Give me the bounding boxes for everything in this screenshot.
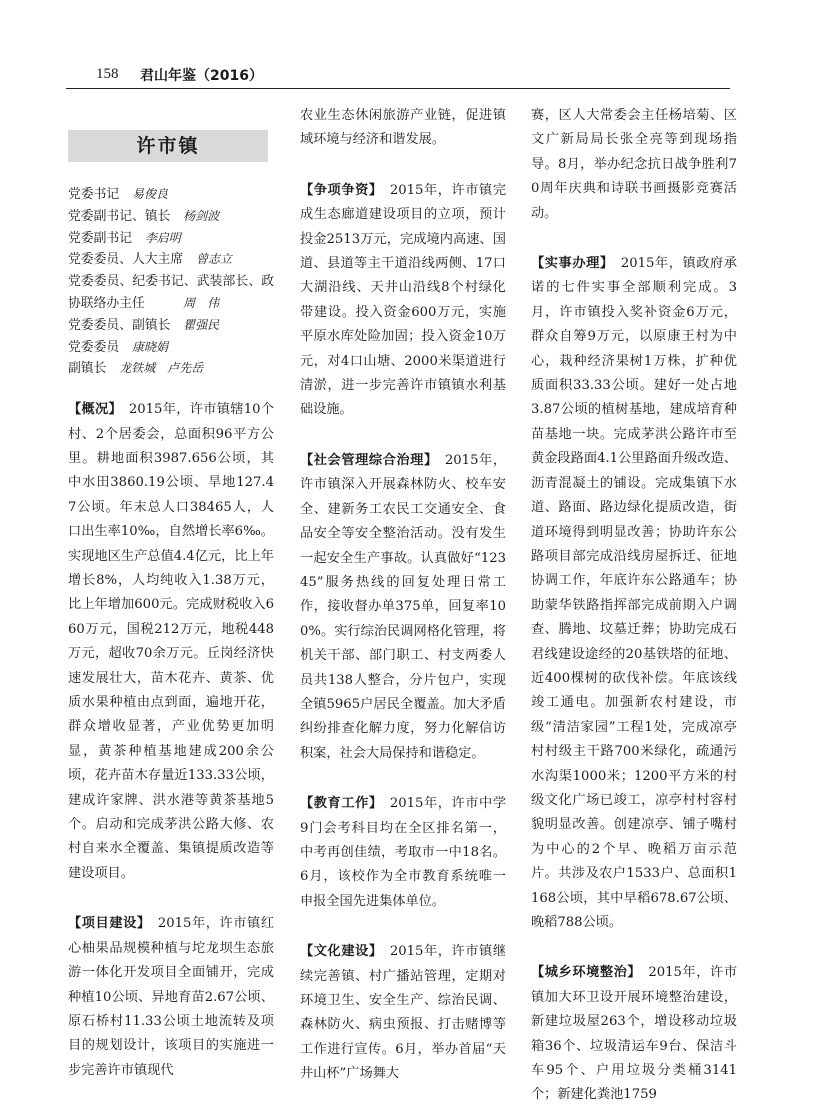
education-paragraph: 【教育工作】 2015年，许市中学9门会考科目均在全区排名第一，中考再创佳绩，考取市一中18名。6月，该校作为全市教育系统唯一申报全国先进集体单位。 <box>300 796 507 909</box>
compete-paragraph: 【争项争资】 2015年，许市镇完成生态廊道建设项目的立项，预计投金2513万元，完成境内高速、国道、县道等主干道沿线两侧、17口大湖沿线、天井山沿线8个村绿化带建设。投入资金600万元，实施平原水库处险加固；投入资金10万元，对4口山塘、2000米渠道进行清淤，进一步完善许市镇镇水利基础设施。 <box>300 182 507 418</box>
official-row: 党委委员、人大主席 曾志立 <box>68 252 232 268</box>
column-2 <box>300 104 506 1087</box>
projects-paragraph: 【项目建设】 2015年，许市镇红心柚果品规模种植与坨龙坝生态旅游一体化开发项目全面铺开，完成种植10公顷、异地育苗2.67公顷、原石桥村11.33公顷土地流转及项目的规划设计，该项目的实施进一步完善许市镇现代 <box>68 916 275 1078</box>
culture-heading: 【文化建设】 <box>300 944 377 960</box>
official-row: 副镇长 龙铁城 卢先岳 <box>68 361 204 377</box>
official-row: 党委书记 易俊良 <box>68 187 168 202</box>
official-row: 党委副书记、镇长 杨剑波 <box>68 208 220 224</box>
running-header <box>66 64 730 89</box>
overview-paragraph: 【概况】 2015年，许市镇辖10个村、2个居委会，总面积96平方公里。耕地面积3987.656公顷，其中水田3860.19公顷、旱地127.47公顷。年末总人口38465人，人口出生率10‰，自然增长率6‰。实现地区生产总值4.4亿元，比上年增长8%，人均纯收入1.38万元，比上年增加600元。完成财税收入660万元，国税212万元，地税448万元，超收70余万元。丘岗经济快速发展壮大，苗木花卉、黄茶、优质水果种植由点到面，遍地开花，群众增收显著，产业优势更加明显，黄茶种植基地建成200余公顷，花卉苗木存量近133.33公顷，建成许家牌、洪水港等黄茶基地5个。启动和完成茅洪公路大修、农村自来水全覆盖、集镇提质改造等建设项目。 <box>68 402 275 881</box>
culture-paragraph: 【文化建设】 2015年，许市镇继续完善镇、村广播站管理，定期对环境卫生、安全生产、综治民调、森林防火、病虫预报、打击赌博等工作进行宣传。6月，举办首届“天井山杯”广场舞大 <box>300 944 507 1082</box>
official-row: 党委委员、纪委书记、武装部长、政协联络办主任 周 伟 <box>68 274 274 311</box>
column-1 <box>68 130 274 1083</box>
column-3 <box>531 104 737 1108</box>
compete-heading: 【争项争资】 <box>300 182 377 198</box>
official-row: 党委委员、副镇长 瞿强民 <box>68 317 220 333</box>
officials-list <box>68 184 274 380</box>
book-title: 君山年鉴（2016） <box>140 68 263 84</box>
education-heading: 【教育工作】 <box>300 796 377 812</box>
social-paragraph: 【社会管理综合治理】 2015年，许市镇深入开展森林防火、校车安全、建新务工农民工交通安全、食品安全等安全整治活动。没有发生一起安全生产事故。认真做好“12345”服务热线的回复处理日常工作，接收督办单375单，回复率100%。实行综治民调网格化管理，将机关干部、部门职工、村支两委人员共138人整合，分片包户，实现全镇5965户居民全覆盖。加大矛盾纠纷排查化解力度，努力化解信访积案，社会大局保持和谐稳定。 <box>300 452 507 761</box>
official-row: 党委委员 康晓娟 <box>68 339 168 355</box>
social-heading: 【社会管理综合治理】 <box>300 452 432 468</box>
official-row: 党委副书记 李启明 <box>68 230 181 246</box>
projects-heading: 【项目建设】 <box>68 916 145 932</box>
culture-continued: 赛，区人大常委会主任杨培菊、区文广新局局长张全亮等到现场指导。8月，举办纪念抗日战争胜利70周年庆典和诗联书画摄影竞赛活动。 <box>531 108 737 221</box>
overview-heading: 【概况】 <box>68 402 116 418</box>
environment-paragraph: 【城乡环境整治】 2015年，许市镇加大环卫设开展环境整治建设，新建垃圾屋263个，增设移动垃圾箱36个、垃圾清运车9台、保洁斗车95个、户用垃圾分类桶3141个；新建化粪池1759 <box>531 965 738 1103</box>
affairs-heading: 【实事办理】 <box>531 256 608 272</box>
affairs-paragraph: 【实事办理】 2015年，镇政府承诺的七件实事全部顺利完成。3月，许市镇投入奖补资金6万元，群众自筹9万元，以原康王村为中心，栽种经济果树1万株，扩种优质面积33.33公顷。建好一处占地3.87公顷的植树基地，建成培育种苗基地一块。完成茅洪公路许市至黄金段路面4.1公里路面升级改造、沥青混凝土的铺设。完成集镇下水道、路面、路边绿化提质改造，街道环境得到明显改善；协助许东公路项目部完成沿线房屋拆迁、征地协调工作，年底许东公路通车；协助蒙华铁路指挥部完成前期入户调查、腾地、坟墓迁葬；协助完成石君线建设途经的20基铁塔的征地、近400棵树的砍伐补偿。年底该线竣工通电。加强新农村建设，市级“清洁家园”工程1处，完成凉亭村村级主干路700米绿化，疏通污水沟渠1000米；1200平方米的村级文化广场已竣工，凉亭村村容村貌明显改善。创建凉亭、铺子嘴村为中心的2个早、晚稻万亩示范片。共涉及农户1533户、总面积1168公顷，其中早稻678.67公顷、晚稻788公顷。 <box>531 256 738 930</box>
environment-heading: 【城乡环境整治】 <box>531 965 635 981</box>
projects-continued: 农业生态休闲旅游产业链，促进镇域环境与经济和谐发展。 <box>300 108 506 148</box>
page-number: 158 <box>96 66 119 82</box>
section-title: 许市镇 <box>68 130 268 162</box>
